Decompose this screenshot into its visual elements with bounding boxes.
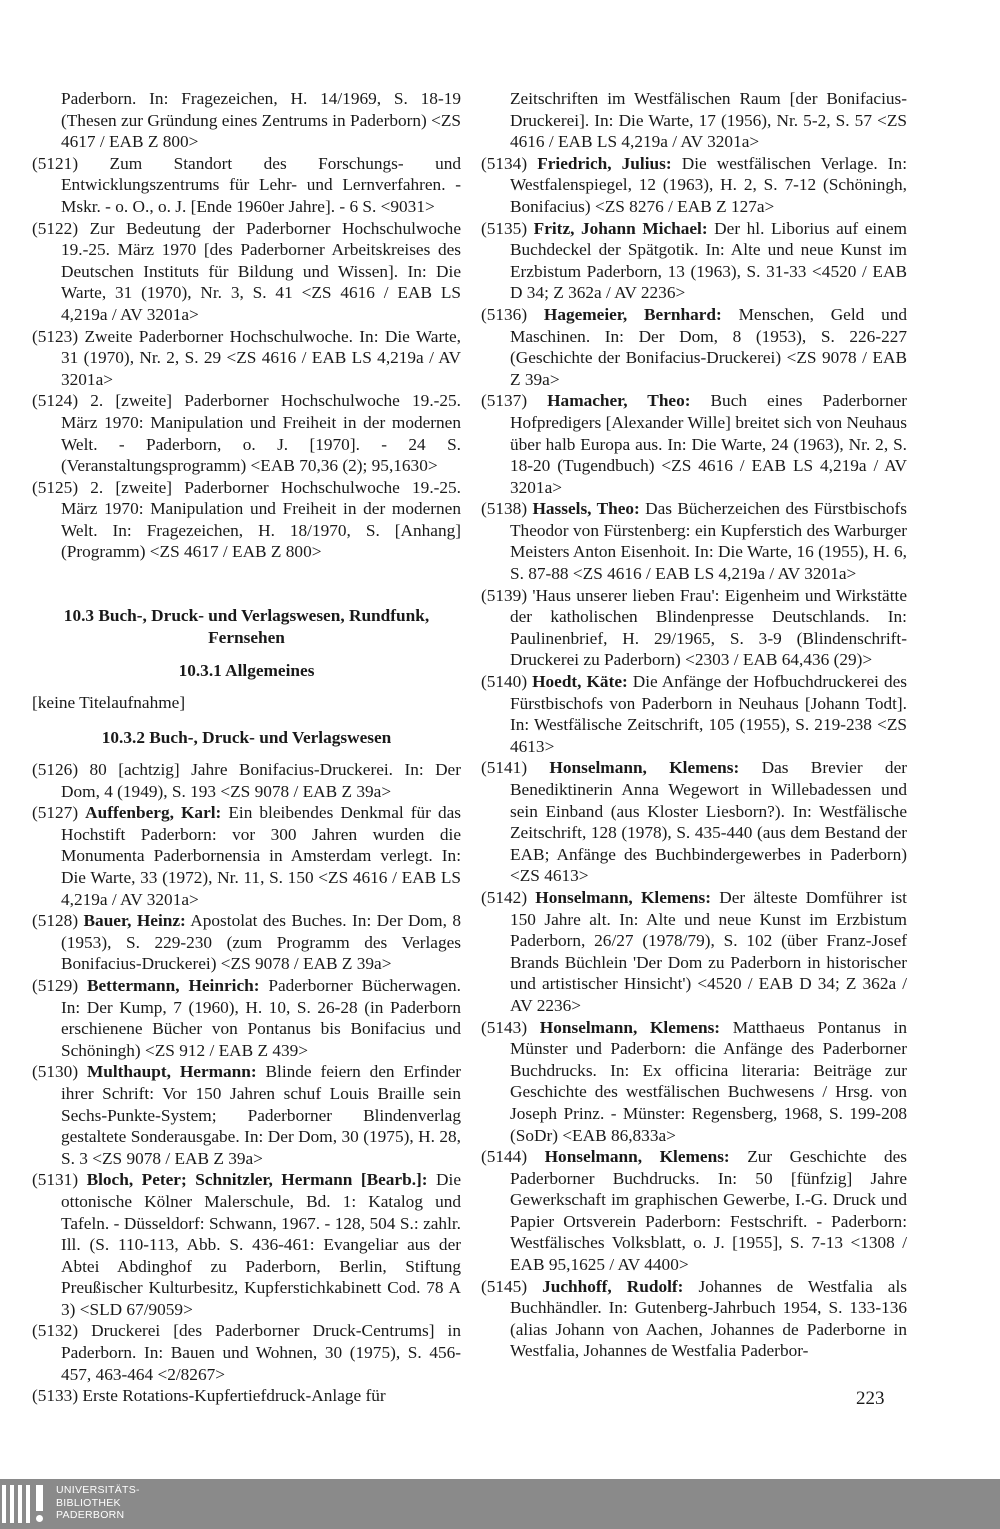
entry-text: Ein bleibendes Denkmal für das Hochstift Paderborn: vor 300 Jahren wurden die Monumenta Paderbornensia in Amsterdam verlegt. In: Die Warte, 33 (1972), Nr. 11, S. 150 <ZS 4616 / EAB LS 4,219a / AV 3201a> (61, 803, 461, 909)
bibliography-entry (32, 390, 461, 476)
bibliography-entry (32, 910, 461, 975)
bibliography-entry (32, 1169, 461, 1320)
entry-number: (5123) (32, 326, 79, 346)
entry-text: Die westfälischen Verlage. In: Westfalenspiegel, 12 (1963), H. 2, S. 7-12 (Schöningh, Bonifacius) <ZS 8276 / EAB Z 127a> (510, 153, 908, 216)
bibliography-entry (32, 1061, 461, 1169)
bibliography-entry (32, 153, 461, 218)
bibliography-entry (481, 1017, 907, 1147)
entry-number: (5124) (32, 391, 79, 411)
bibliography-entry (32, 1320, 461, 1385)
section-heading: 10.3.1 Allgemeines (178, 661, 315, 681)
entry-number: (5136) (481, 304, 528, 324)
entry-text: Paderborner Bücherwagen. In: Der Kump, 7 (1960), H. 10, S. 26-28 (in Paderborn erschienene Bücher von Pontanus bis Bonifacius und Schöningh) <ZS 912 / EAB Z 439> (61, 975, 461, 1060)
entry-number: (5143) (481, 1017, 528, 1037)
bibliography-entry (32, 326, 461, 391)
entry-author: Multhaupt, Hermann: (86, 1062, 257, 1082)
entry-author: Juchhoff, Rudolf: (542, 1276, 684, 1296)
bibliography-entry (481, 887, 907, 1017)
entry-author: Bettermann, Heinrich: (86, 975, 260, 995)
bibliography-entry (481, 498, 907, 584)
entry-text: 80 [achtzig] Jahre Bonifacius-Druckerei. In: Der Dom, 4 (1949), S. 193 <ZS 9078 / EAB Z 39a> (61, 760, 461, 801)
bibliography-entry (32, 218, 461, 326)
entry-text: Zur Geschichte des Paderborner Buchdrucks. In: 50 [fünfzig] Jahre Gewerkschaft im graphischen Gewerbe, I.-G. Druck und Papier Ortsverein Paderborn: Festschrift. - Paderborn: Westfälisches Volksblatt, o. J. [1955], S. 7-13 <1308 / EAB 95,1625 / AV 4400> (510, 1147, 908, 1275)
entry-number: (5121) (32, 153, 79, 173)
bibliography-entry (32, 975, 461, 1061)
entry-number: (5139) (481, 585, 528, 605)
library-logo-text (56, 1484, 140, 1522)
logo-line-3: PADERBORN (56, 1509, 125, 1521)
entry-text: Der älteste Domführer ist 150 Jahre alt. In: Alte und neue Kunst im Erzbistum Paderborn, 26/27 (1978/79), S. 102 (über Franz-Josef Brands Büchlein 'Der Dom zu Paderborn in historischer und artistischer Hinsicht') <4520 / EAB D 34; Z 362a / AV 2236> (510, 887, 907, 1015)
entry-number: (5126) (32, 760, 79, 780)
bibliography-entry (481, 671, 907, 757)
entry-text: 2. [zweite] Paderborner Hochschulwoche 19.-25. März 1970: Manipulation und Freiheit in der modernen Welt. In: Fragezeichen, H. 18/1970, S. [Anhang] (Programm) <ZS 4617 / EAB Z 800> (61, 477, 461, 562)
entry-text: 2. [zweite] Paderborner Hochschulwoche 19.-25. März 1970: Manipulation und Freiheit in der modernen Welt. - Paderborn, o. J. [1970]. - 24 S. (Veranstaltungsprogramm) <EAB 70,36 (2); 95,1630> (61, 391, 461, 476)
entry-author: Honselmann, Klemens: (549, 758, 740, 778)
entry-author: Honselmann, Klemens: (539, 1017, 721, 1037)
entry-number: (5145) (481, 1276, 528, 1296)
entry-author: Friedrich, Julius: (537, 153, 672, 173)
entry-continuation: Zeitschriften im Westfälischen Raum [der Bonifacius-Druckerei]. In: Die Warte, 17 (1956), Nr. 5-2, S. 57 <ZS 4616 / EAB LS 4,219a / AV 3201a> (510, 89, 907, 152)
bibliography-entry (481, 585, 907, 671)
bibliography-entry (481, 1146, 907, 1276)
entry-number: (5127) (32, 803, 79, 823)
bibliography-entry (32, 802, 461, 910)
entry-text: Die ottonische Kölner Malerschule, Bd. 1: Katalog und Tafeln. - Düsseldorf: Schwann, 1967. - 128, 504 S.: zahlr. Ill. (S. 110-113, Abb. S. 436-461: Evangeliar aus der Abtei Abdinghof zu Paderborn, Berlin, Stiftung Preußischer Kulturbesitz, Kupferstichkabinett Cod. 78 A 3) <SLD 67/9059> (61, 1170, 461, 1319)
entry-text: Apostolat des Buches. In: Der Dom, 8 (1953), S. 229-230 (zum Programm des Verlages Bonifacius-Druckerei) <ZS 9078 / EAB Z 39a> (61, 911, 461, 974)
entry-number: (5140) (481, 672, 528, 692)
entry-number: (5135) (481, 218, 528, 238)
bibliography-entry (481, 153, 907, 218)
left-column (32, 88, 461, 1407)
bibliography-entry (481, 757, 907, 887)
entry-text: Druckerei [des Paderborner Druck-Centrums] in Paderborn. In: Bauen und Wohnen, 30 (1975), S. 456-457, 463-464 <2/8267> (61, 1321, 461, 1384)
bibliography-entry (32, 477, 461, 563)
entry-text: Die Anfänge der Hofbuchdruckerei des Fürstbischofs von Paderborn in Neuhaus [Johann Todt]. In: Westfälische Zeitschrift, 105 (1955), S. 219-238 <ZS 4613> (510, 672, 907, 756)
bibliography-entry (481, 1276, 907, 1362)
entry-number: (5130) (32, 1062, 79, 1082)
entry-number: (5122) (32, 218, 79, 238)
entry-author: Honselmann, Klemens: (535, 887, 712, 907)
section-heading: 10.3 Buch-, Druck- und Verlagswesen, Rundfunk, Fernsehen (63, 606, 430, 647)
section-heading: 10.3.2 Buch-, Druck- und Verlagswesen (101, 728, 392, 748)
entry-number: (5128) (32, 911, 79, 931)
entry-text: Der hl. Liborius auf einem Buchdeckel der Spätgotik. In: Alte und neue Kunst im Erzbistum Paderborn, 13 (1963), S. 31-33 <4520 / EAB D 34; Z 362a / AV 2236> (510, 218, 907, 303)
entry-author: Bauer, Heinz: (83, 911, 186, 931)
entry-continuation: Paderborn. In: Fragezeichen, H. 14/1969, S. 18-19 (Thesen zur Gründung eines Zentrums in Paderborn) <ZS 4617 / EAB Z 800> (61, 89, 461, 152)
bibliography-entry (32, 1385, 461, 1407)
entry-author: Fritz, Johann Michael: (533, 218, 708, 238)
bibliography-entry (481, 304, 907, 390)
entry-text: Zur Bedeutung der Paderborner Hochschulwoche 19.-25. März 1970 [des Paderborner Arbeitskreises des Deutschen Instituts für Bildung und Wissen]. In: Die Warte, 31 (1970), Nr. 3, S. 41 <ZS 4616 / EAB LS 4,219a / AV 3201a> (61, 218, 461, 324)
entry-number: (5129) (32, 975, 79, 995)
entry-text: Zum Standort des Forschungs- und Entwicklungszentrums für Lehr- und Lernverfahren. - Mskr. - o. O., o. J. [Ende 1960er Jahre]. - 6 S. <9031> (61, 153, 461, 216)
entry-author: Honselmann, Klemens: (544, 1147, 730, 1167)
entry-text: Zweite Paderborner Hochschulwoche. In: Die Warte, 31 (1970), Nr. 2, S. 29 <ZS 4616 / EAB LS 4,219a / AV 3201a> (61, 326, 462, 389)
entry-number: (5132) (32, 1321, 79, 1341)
bibliography-entry (481, 218, 907, 304)
entry-number: (5133) (32, 1386, 79, 1406)
entry-number: (5125) (32, 477, 79, 497)
page-number: 223 (856, 1388, 885, 1409)
entry-number: (5141) (481, 758, 528, 778)
logo-line-1: UNIVERSITÄTS- (56, 1484, 140, 1496)
entry-author: Hagemeier, Bernhard: (543, 304, 722, 324)
entry-author: Hamacher, Theo: (547, 391, 691, 411)
entry-text: 'Haus unserer lieben Frau': Eigenheim und Wirkstätte der katholischen Blindenpresse Deutschlands. In: Paulinenbrief, H. 29/1965, S. 3-9 (Blindenschrift-Druckerei zu Paderborn) <2303 / EAB 64,436 (29)> (510, 585, 907, 670)
entry-number: (5144) (481, 1147, 528, 1167)
right-column (481, 88, 907, 1362)
entry-text: Menschen, Geld und Maschinen. In: Der Dom, 8 (1953), S. 226-227 (Geschichte der Bonifacius-Druckerei) <ZS 9078 / EAB Z 39a> (510, 304, 907, 389)
entry-number: (5131) (32, 1170, 79, 1190)
bibliography-entry (481, 390, 907, 498)
bibliography-entry (32, 759, 461, 802)
entry-text: Blinde feiern den Erfinder ihrer Schrift: Vor 150 Jahren schuf Louis Braille sein Sechs-Punkte-System; Paderborner Blindenverlag gestaltete Sonderausgabe. In: Der Dom, 30 (1975), H. 28, S. 3 <ZS 9078 / EAB Z 39a> (61, 1062, 461, 1168)
entry-number: (5138) (481, 499, 528, 519)
entry-text: Das Bücherzeichen des Fürstbischofs Theodor von Fürstenberg: ein Kupferstich des Warburger Meisters Anton Eisenhoit. In: Die Warte, 16 (1955), H. 6, S. 87-88 <ZS 4616 / EAB LS 4,219a / AV 3201a> (510, 499, 907, 584)
logo-line-2: BIBLIOTHEK (56, 1496, 121, 1509)
entry-text: Johannes de Westfalia als Buchhändler. In: Gutenberg-Jahrbuch 1954, S. 133-136 (alias Johann von Aachen, Johannes de Paderborne in Westfalia, Johannes de Westfalia Paderbor- (510, 1276, 907, 1361)
entry-author: Bloch, Peter; Schnitzler, Hermann [Bearb.]: (86, 1170, 428, 1190)
entry-number: (5137) (481, 391, 528, 411)
entry-author: Auffenberg, Karl: (85, 803, 222, 823)
entry-author: Hassels, Theo: (532, 499, 640, 519)
entry-number: (5142) (481, 887, 528, 907)
entry-text: Buch eines Paderborner Hofpredigers [Alexander Wille] breitet sich von Neuhaus über halb Europa aus. In: Die Warte, 24 (1963), Nr. 2, S. 18-20 (Tugendbuch) <ZS 4616 / EAB LS 4,219a / AV 3201a> (510, 391, 908, 497)
entry-author: Hoedt, Käte: (532, 672, 628, 692)
entry-number: (5134) (481, 153, 528, 173)
footer-bar (0, 1479, 1000, 1529)
note-text: [keine Titelaufnahme] (32, 692, 186, 712)
entry-text: Das Brevier der Benediktinerin Anna Wegewort in Willebadessen und sein Einband (aus Kloster Liesborn?). In: Westfälische Zeitschrift, 128 (1978), S. 435-440 (aus dem Bestand der EAB; Anfänge des Buchbindergewerbes in Paderborn) <ZS 4613> (510, 758, 907, 886)
entry-text: Erste Rotations-Kupfertiefdruck-Anlage für (82, 1386, 386, 1406)
entry-text: Matthaeus Pontanus in Münster und Paderborn: die Anfänge des Paderborner Buchdrucks. In: Ex officina literaria: Beiträge zur Geschichte des westfälischen Buchwesens / Hrsg. von Joseph Prinz. - Münster: Regensberg, 1968, S. 199-208 (SoDr) <EAB 86,833a> (510, 1017, 907, 1145)
